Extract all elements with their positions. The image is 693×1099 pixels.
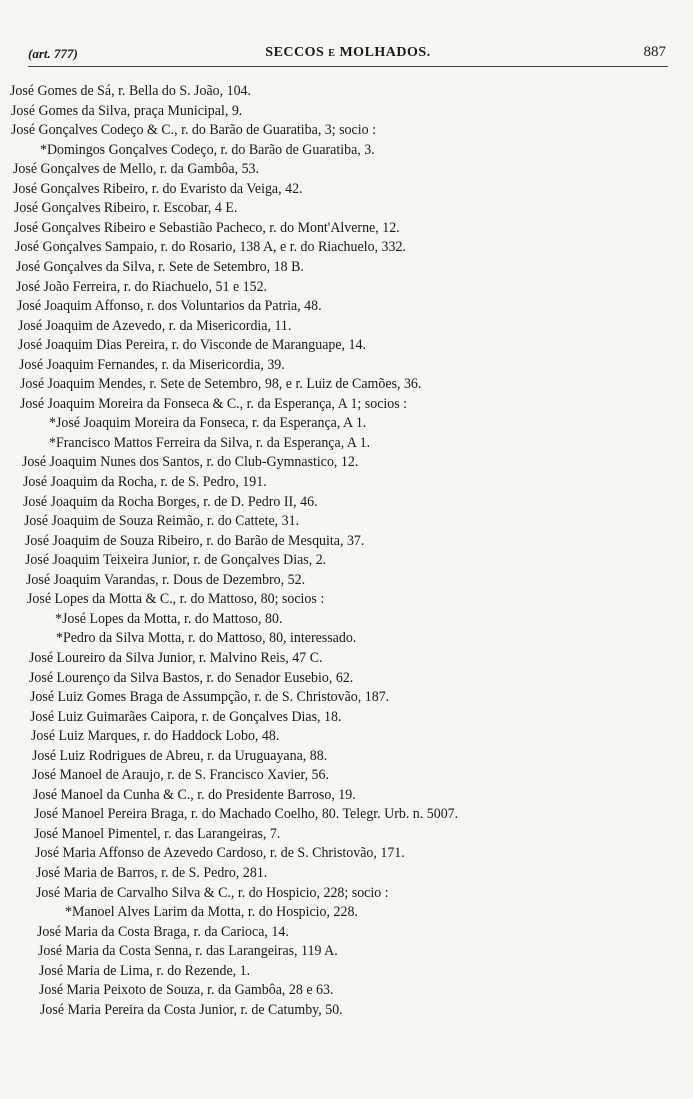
- merchant-entry: José Maria da Costa Braga, r. da Carioca, 14.: [37, 923, 290, 940]
- merchant-entry: José Joaquim Fernandes, r. da Misericordia, 39.: [18, 356, 285, 373]
- merchant-entry: José Maria Peixoto de Souza, r. da Gambôa, 28 e 63.: [39, 982, 334, 999]
- merchant-entry: José Joaquim da Rocha Borges, r. de D. Pedro II, 46.: [23, 493, 318, 510]
- merchant-entry: José Maria de Barros, r. de S. Pedro, 281.: [35, 865, 267, 881]
- partner-entry: *Domingos Gonçalves Codeço, r. do Barão de Guaratiba, 3.: [39, 141, 375, 158]
- merchant-entry: José Gomes de Sá, r. Bella do S. João, 104.: [10, 83, 252, 99]
- partner-entry: *José Joaquim Moreira da Fonseca, r. da Esperança, A 1.: [48, 415, 367, 432]
- merchant-entry: José Joaquim Mendes, r. Sete de Setembro, 98, e r. Luiz de Camões, 36.: [19, 376, 421, 393]
- merchant-entry: José Gonçalves Ribeiro, r. Escobar, 4 E.: [13, 200, 238, 217]
- merchant-entry: José Joaquim Nunes dos Santos, r. do Club-Gymnastico, 12.: [22, 454, 359, 471]
- merchant-entry: José Joaquim Affonso, r. dos Voluntarios da Patria, 48.: [17, 298, 322, 315]
- merchant-entry: José Joaquim Moreira da Fonseca & C., r. da Esperança, A 1; socios :: [20, 395, 408, 412]
- merchant-entry: José Joaquim de Souza Ribeiro, r. do Barão de Mesquita, 37.: [24, 532, 365, 549]
- merchant-entry: José Lourenço da Silva Bastos, r. do Senador Eusebio, 62.: [29, 669, 354, 686]
- merchant-entry: José Loureiro da Silva Junior, r. Malvino Reis, 47 C.: [28, 649, 323, 666]
- merchant-entry: José Gomes da Silva, praça Municipal, 9.: [10, 102, 242, 119]
- merchant-entry: José Lopes da Motta & C., r. do Mattoso, 80; socios :: [26, 591, 324, 608]
- merchant-entry: José Manoel Pimentel, r. das Larangeiras, 7.: [34, 825, 281, 842]
- merchant-entry: José Maria da Costa Senna, r. das Larangeiras, 119 A.: [38, 943, 338, 960]
- merchant-entry: José Joaquim Dias Pereira, r. do Visconde de Maranguape, 14.: [18, 337, 367, 354]
- merchant-entry: José Joaquim Teixeira Junior, r. de Gonçalves Dias, 2.: [25, 552, 327, 569]
- merchant-entry: José Gonçalves Ribeiro e Sebastião Pacheco, r. do Mont'Alverne, 12.: [14, 219, 401, 236]
- partner-entry: *Manoel Alves Larim da Motta, r. do Hospicio, 228.: [64, 904, 358, 921]
- merchant-entry: José Luiz Rodrigues de Abreu, r. da Uruguayana, 88.: [31, 747, 327, 764]
- merchant-entry: José Gonçalves Codeço & C., r. do Barão de Guaratiba, 3; socio :: [11, 122, 377, 139]
- page-header: [28, 44, 668, 67]
- article-reference: (art. 777): [28, 46, 78, 61]
- merchant-entry: José Gonçalves da Silva, r. Sete de Setembro, 18 B.: [15, 258, 304, 275]
- merchant-entry: José Joaquim Varandas, r. Dous de Dezembro, 52.: [25, 571, 306, 588]
- merchant-entry: José Manoel de Araujo, r. de S. Francisco Xavier, 56.: [32, 767, 330, 784]
- page-number: 887: [643, 44, 666, 60]
- merchant-entry: José Maria de Lima, r. do Rezende, 1.: [38, 962, 250, 979]
- merchant-entry: José Joaquim de Azevedo, r. da Misericordia, 11.: [17, 317, 292, 334]
- merchant-entry: José João Ferreira, r. do Riachuelo, 51 e 152.: [16, 278, 268, 295]
- merchant-entry: José Manoel Pereira Braga, r. do Machado Coelho, 80. Telegr. Urb. n. 5007.: [33, 806, 458, 823]
- merchant-entry: José Gonçalves de Mello, r. da Gambôa, 53.: [12, 161, 259, 178]
- partner-entry: *Pedro da Silva Motta, r. do Mattoso, 80, interessado.: [55, 630, 357, 647]
- merchant-entry: José Maria de Carvalho Silva & C., r. do Hospicio, 228; socio :: [36, 884, 389, 901]
- merchant-entry: José Gonçalves Ribeiro, r. do Evaristo da Veiga, 42.: [13, 180, 303, 197]
- merchant-entry: José Luiz Gomes Braga de Assumpção, r. de S. Christovão, 187.: [29, 689, 389, 706]
- merchant-entry: José Gonçalves Sampaio, r. do Rosario, 138 A, e r. do Riachuelo, 332.: [15, 239, 407, 256]
- section-title: SECCOS e MOLHADOS.: [265, 45, 431, 60]
- partner-entry: *José Lopes da Motta, r. do Mattoso, 80.: [55, 610, 283, 627]
- merchant-entry: José Manoel da Cunha & C., r. do Presidente Barroso, 19.: [32, 786, 356, 803]
- merchant-entry: José Joaquim de Souza Reimão, r. do Cattete, 31.: [24, 513, 300, 530]
- merchant-entry: José Maria Affonso de Azevedo Cardoso, r. de S. Christovão, 171.: [34, 845, 405, 862]
- merchant-entry: José Luiz Marques, r. do Haddock Lobo, 48.: [31, 728, 280, 745]
- merchant-entry: José Joaquim da Rocha, r. de S. Pedro, 191.: [22, 474, 267, 490]
- merchant-entry: José Maria Pereira da Costa Junior, r. de Catumby, 50.: [40, 1001, 343, 1018]
- partner-entry: *Francisco Mattos Ferreira da Silva, r. da Esperança, A 1.: [49, 434, 371, 451]
- merchant-entry: José Luiz Guimarães Caipora, r. de Gonçalves Dias, 18.: [30, 708, 342, 725]
